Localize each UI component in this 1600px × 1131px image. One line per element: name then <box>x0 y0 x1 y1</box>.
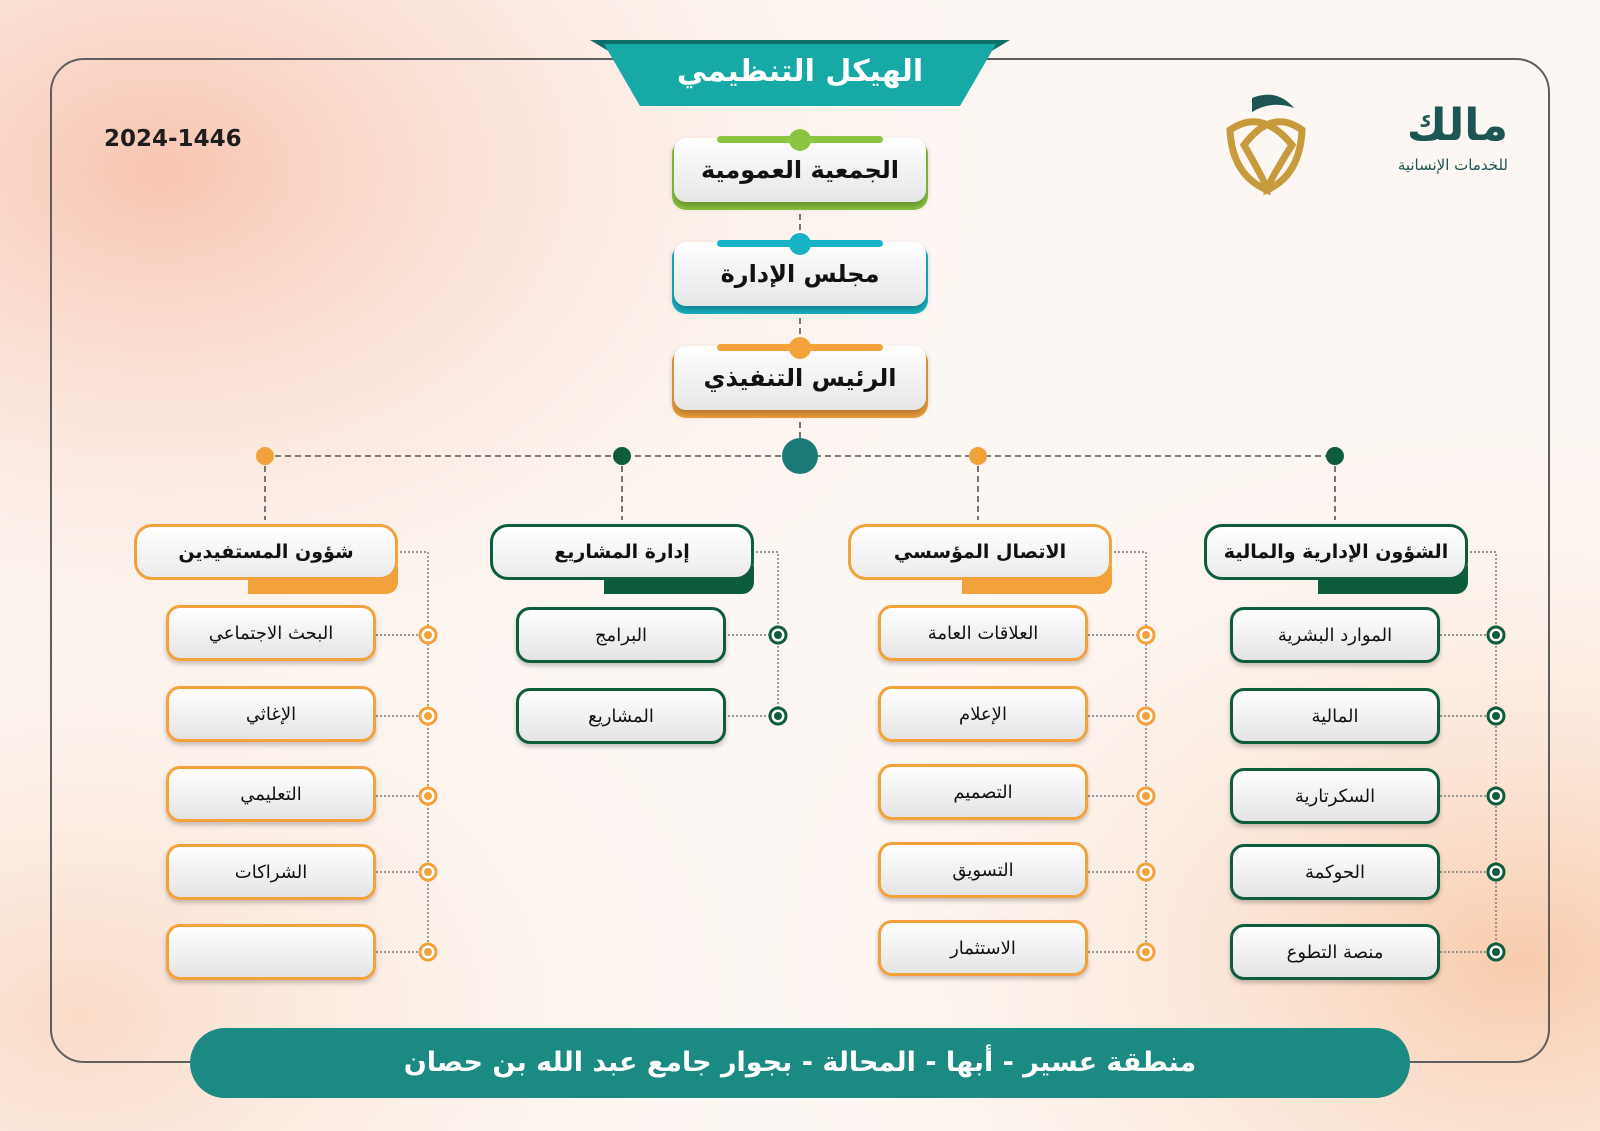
sub-item <box>878 842 1088 898</box>
sub-item-label: الموارد البشرية <box>1277 624 1393 646</box>
sub-item <box>166 605 376 661</box>
sub-item-label: منصة التطوع <box>1286 941 1384 963</box>
sub-item <box>878 764 1088 820</box>
sub-item <box>166 686 376 742</box>
sub-item <box>516 607 726 663</box>
dept-communication <box>848 524 1112 580</box>
sub-item-label: الشراكات <box>234 861 308 883</box>
sub-item <box>1230 607 1440 663</box>
sub-item-label: التسويق <box>952 859 1014 881</box>
board-dot <box>789 233 811 255</box>
sub-item <box>1230 688 1440 744</box>
sub-item-label: الحوكمة <box>1304 861 1366 883</box>
sub-item <box>1230 768 1440 824</box>
dept-communication-label: الاتصال المؤسسي <box>893 541 1067 563</box>
dept-admin-finance <box>1204 524 1468 580</box>
logo-name: مالك <box>1406 100 1508 151</box>
dept-projects <box>490 524 754 580</box>
board-label: مجلس الإدارة <box>720 260 880 288</box>
general-assembly-dot <box>789 129 811 151</box>
sub-item <box>878 686 1088 742</box>
ceo-label: الرئيس التنفيذي <box>703 364 897 392</box>
sub-item <box>166 844 376 900</box>
ceo-dot <box>789 337 811 359</box>
sub-item-label: التعليمي <box>240 783 302 805</box>
dept-beneficiaries <box>134 524 398 580</box>
sub-item <box>878 605 1088 661</box>
sub-item <box>166 924 376 980</box>
sub-item-label: العلاقات العامة <box>927 622 1039 644</box>
sub-item <box>166 766 376 822</box>
dept-projects-label: إدارة المشاريع <box>554 541 690 563</box>
dept-beneficiaries-label: شؤون المستفيدين <box>178 541 354 563</box>
sub-item-label: البحث الاجتماعي <box>208 622 334 644</box>
sub-item <box>878 920 1088 976</box>
sub-item <box>1230 924 1440 980</box>
sub-item <box>1230 844 1440 900</box>
general-assembly-label: الجمعية العمومية <box>701 156 900 184</box>
sub-item-label: الإعلام <box>959 703 1007 725</box>
sub-item-label: الإغاثي <box>245 703 297 725</box>
year-label: 2024-1446 <box>104 126 242 152</box>
logo-subtitle: للخدمات الإنسانية <box>1397 156 1508 174</box>
sub-item-label: المالية <box>1311 705 1359 727</box>
sub-item-label: التصميم <box>953 781 1013 803</box>
sub-item-label: السكرتارية <box>1294 785 1376 807</box>
page-title: الهيكل التنظيمي <box>676 54 924 89</box>
sub-item-label: المشاريع <box>588 705 654 727</box>
sub-item <box>516 688 726 744</box>
dept-admin-finance-label: الشؤون الإدارية والمالية <box>1223 541 1449 563</box>
sub-item-label: البرامج <box>594 624 648 646</box>
sub-item-label: الاستثمار <box>950 937 1016 959</box>
address-footer: منطقة عسير - أبها - المحالة - بجوار جامع عبد الله بن حصان <box>190 1028 1410 1098</box>
